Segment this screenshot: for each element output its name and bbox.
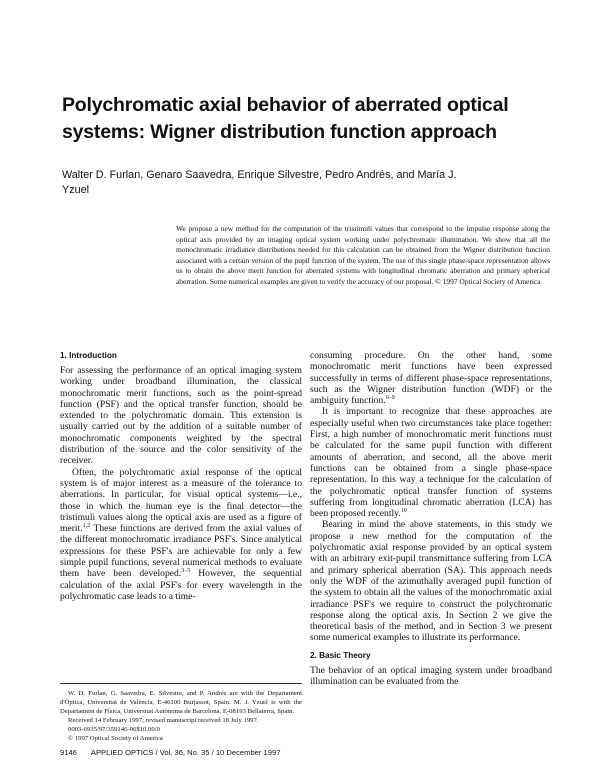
paragraph-text: These functions are derived from the axial values of the different monochromatic irradiance PSF's. Since analytical expressions for these PSF's are achievable for only a few simple pupil functions, several numerical methods to evaluate them have been developed. bbox=[60, 523, 302, 580]
citation-ref: 1,2 bbox=[82, 522, 91, 529]
citation-ref: 3–5 bbox=[181, 568, 191, 575]
footnote bbox=[60, 690, 302, 743]
left-column bbox=[60, 350, 302, 602]
paragraph bbox=[60, 365, 302, 467]
paragraph bbox=[310, 665, 552, 688]
page-number: 9146 bbox=[60, 748, 77, 757]
paragraph-text: The behavior of an optical imaging system under broadband illumination can be evaluated from the bbox=[310, 664, 552, 688]
right-column bbox=[310, 350, 552, 687]
paragraph-text: It is important to recognize that these approaches are especially useful when two circumstances take place together: First, a high number of monochromatic merit functions must be calculated for the same pupil function with different amounts of aberration, and second, all the above merit functions can be obtained from a single phase-space representation. In this way a technique for the calculation of the polychromatic optical transfer function of systems suffering from longitudinal chromatic aberration (LCA) has been proposed recently. bbox=[310, 406, 552, 520]
abstract: We propose a new method for the computation of the tristimuli values that correspond to the impulse response along the optical axis provided by an imaging optical system working under polychromatic illumination. We show that all the monochromatic irradiance distributions needed for this calculation can be obtained from the Wigner distribution function associated with a certain version of the pupil function of the system. The use of this single phase-space representation allows us to obtain the above merit function for aberrated systems with longitudinal chromatic aberration and primary spherical aberration. Some numerical examples are given to verify the accuracy of our proposal. © 1997 Optical Society of America bbox=[176, 224, 550, 286]
citation-ref: 10 bbox=[400, 507, 407, 514]
page-footer bbox=[60, 748, 550, 758]
paragraph bbox=[60, 467, 302, 603]
paragraph bbox=[310, 350, 552, 406]
paragraph bbox=[310, 406, 552, 519]
article-title-line-2: systems: Wigner distribution function approach bbox=[62, 121, 497, 143]
paragraph-text: consuming procedure. On the other hand, some monochromatic merit functions have been expressed successfully in terms of different phase-space representations, such as the Wigner distribution function (WDF) or the ambiguity function. bbox=[310, 350, 552, 407]
author-list: Walter D. Furlan, Genaro Saavedra, Enrique Silvestre, Pedro Andrés, and María J. Yzuel bbox=[62, 169, 457, 196]
paragraph-text: Often, the polychromatic axial response of the optical system is of major interest as a measure of the tolerance to aberrations. In particular, for visual optical systems—i.e., those in which the human eye is the final detector—the tristimuli values along the optical axis are used as a figure of merit. bbox=[60, 466, 302, 535]
paragraph-text: Bearing in mind the above statements, in this study we propose a new method for the computation of the polychromatic axial response provided by an optical system with an arbitrary exit-pupil transmittance suffering from LCA and primary spherical aberration (SA). This approach needs only the WDF of the azimuthally averaged pupil function of the system to obtain all the values of the monochromatic axial irradiance PSF's we require to construct the polychromatic response along the optical axis. In Section 2 we give the theoretical basis of the method, and in Section 3 we present some numerical examples to illustrate its performance. bbox=[310, 519, 552, 644]
footnote-received: Received 14 February 1997; revised manuscript received 18 July 1997. bbox=[68, 716, 259, 724]
section-heading-introduction: 1. Introduction bbox=[60, 351, 117, 360]
footnote-copyright: © 1997 Optical Society of America bbox=[68, 734, 163, 742]
journal-citation: APPLIED OPTICS / Vol. 36, No. 35 / 10 December 1997 bbox=[90, 748, 281, 757]
footnote-code: 0003-6935/97/359146-06$10.00/0 bbox=[68, 725, 160, 733]
section-heading-basic-theory: 2. Basic Theory bbox=[310, 650, 371, 660]
footnote-affiliation: W. D. Furlan, G. Saavedra, E. Silvestre, and P. Andrés are with the Departament d'Òptica, Universitat de València, E-46100 Burjassot, Spain. M. J. Yzuel is with the Departament de Física, Universitat Autònoma de Barcelona, E-08193 Bellaterra, Spain. bbox=[60, 690, 302, 715]
article-title-line-1: Polychromatic axial behavior of aberrated optical bbox=[62, 94, 509, 116]
citation-ref: 6–9 bbox=[385, 395, 395, 401]
paragraph-text: However, the sequential calculation of the axial PSF's for every wavelength in the polychromatic case leads to a time- bbox=[60, 568, 302, 602]
article-title bbox=[62, 92, 562, 146]
paragraph-text: For assessing the performance of an optical imaging system working under broadband illumination, the classical monochromatic merit functions, such as the point-spread function (PSF) and the optical transfer function, should be extended to the polychromatic domain. This extension is usually carried out by the addition of a suitable number of monochromatic components weighted by the spectral distribution of the source and the color sensitivity of the receiver. bbox=[60, 365, 302, 467]
footnote-divider bbox=[60, 683, 302, 684]
paragraph bbox=[310, 519, 552, 643]
